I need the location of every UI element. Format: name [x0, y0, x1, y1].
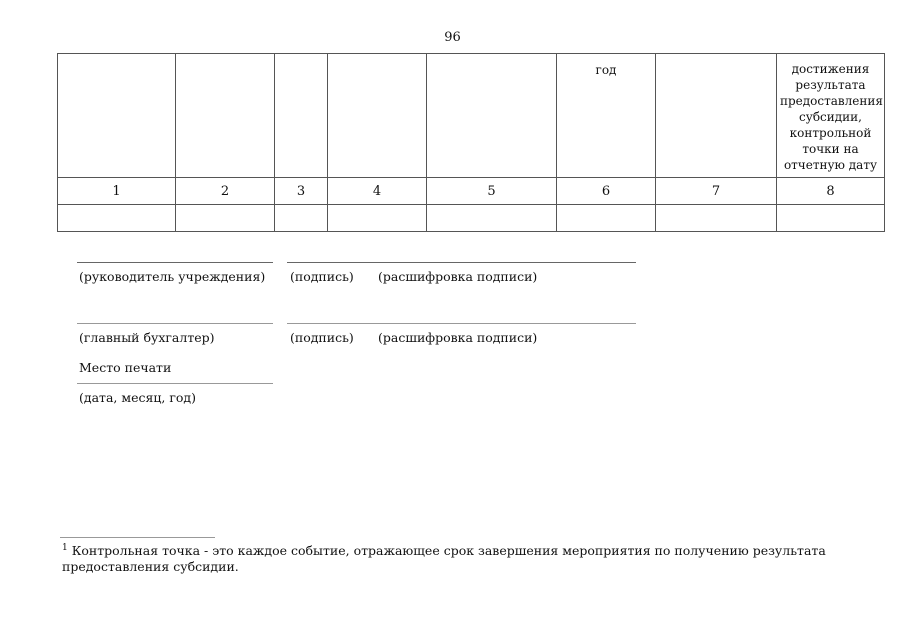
head-signature-line [77, 262, 273, 263]
accountant-signature-decoding-line [287, 323, 636, 324]
column-number: 3 [275, 178, 328, 205]
header-cell-5 [427, 54, 557, 178]
table-cell [328, 205, 427, 232]
date-line [77, 383, 273, 384]
column-number: 8 [777, 178, 885, 205]
page-number: 96 [444, 30, 461, 45]
header-cell-4 [328, 54, 427, 178]
footnote-marker: 1 [62, 542, 68, 553]
table-row [58, 205, 885, 232]
signature-label: (подпись) [290, 269, 354, 284]
date-label: (дата, месяц, год) [79, 390, 196, 405]
stamp-place-label: Место печати [79, 360, 172, 375]
table-cell [58, 205, 176, 232]
header-cell-6 [557, 54, 656, 178]
column-number: 5 [427, 178, 557, 205]
header-cell-7 [656, 54, 777, 178]
header-cell-3 [275, 54, 328, 178]
column-number: 1 [58, 178, 176, 205]
header-year-label: год [595, 63, 617, 77]
header-cell-1 [58, 54, 176, 178]
table-cell [176, 205, 275, 232]
footnote-text: Контрольная точка - это каждое событие, отражающее срок завершения мероприятия по получению результата предоставления субсидии. [62, 543, 826, 574]
column-number: 6 [557, 178, 656, 205]
table-cell [557, 205, 656, 232]
table-cell [275, 205, 328, 232]
column-numbers-row [58, 178, 885, 205]
column-number: 7 [656, 178, 777, 205]
accountant-signature-line [77, 323, 273, 324]
table-header-row [58, 54, 885, 178]
table-cell [777, 205, 885, 232]
decoding-label: (расшифровка подписи) [378, 269, 538, 284]
accountant-label: (главный бухгалтер) [79, 330, 215, 345]
report-table [57, 53, 885, 232]
signature-label: (подпись) [290, 330, 354, 345]
column-number: 4 [328, 178, 427, 205]
footnote [62, 543, 852, 575]
decoding-label: (расшифровка подписи) [378, 330, 538, 345]
table-cell [427, 205, 557, 232]
head-signature-decoding-line [287, 262, 636, 263]
header-cell-2 [176, 54, 275, 178]
header-cell-8 [777, 54, 885, 178]
table-cell [656, 205, 777, 232]
header-achievement-label: достижения результата предоставления субсидии, контрольной точки на отчетную дату [780, 62, 883, 172]
footnote-separator [60, 537, 215, 538]
column-number: 2 [176, 178, 275, 205]
head-label: (руководитель учреждения) [79, 269, 266, 284]
